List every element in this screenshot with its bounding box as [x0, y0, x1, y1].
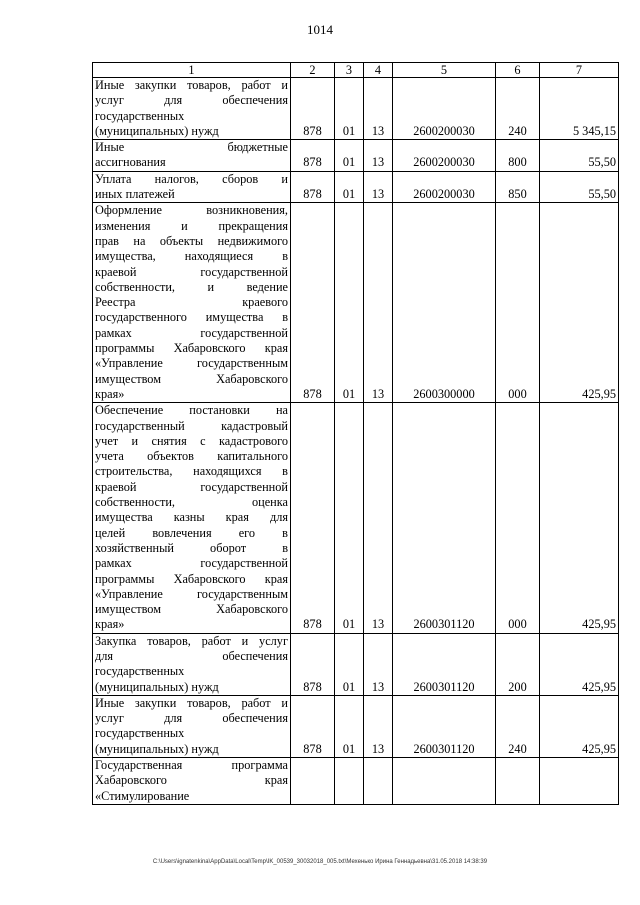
item-name-line: учета объектов капитального — [95, 449, 288, 464]
target-article-cell: 2600300000 — [393, 203, 496, 403]
ministry-code-cell: 878 — [291, 78, 335, 140]
header-cell: 4 — [364, 63, 393, 78]
table-row — [93, 695, 619, 757]
expense-type-cell: 800 — [496, 140, 540, 172]
table-row — [93, 171, 619, 203]
item-name-line: «Управление государственным — [95, 356, 288, 371]
expense-type-cell: 240 — [496, 695, 540, 757]
item-name-line: Государственная программа — [95, 758, 288, 773]
item-name-line: Реестра краевого — [95, 295, 288, 310]
item-name-line: «Стимулирование — [95, 788, 190, 803]
amount-cell: 425,95 — [540, 695, 619, 757]
table-row — [93, 633, 619, 695]
target-article-cell: 2600200030 — [393, 78, 496, 140]
section-code-cell: 01 — [335, 140, 364, 172]
item-name-line: Хабаровского края — [95, 773, 288, 788]
item-name-line: (муниципальных) нужд — [95, 123, 219, 138]
page-number: 1014 — [307, 22, 333, 37]
item-name-cell — [93, 758, 291, 805]
amount-cell — [540, 758, 619, 805]
subsection-code-cell: 13 — [364, 403, 393, 633]
target-article-cell: 2600301120 — [393, 633, 496, 695]
subsection-code-cell: 13 — [364, 171, 393, 203]
section-code-cell: 01 — [335, 78, 364, 140]
item-name-line: собственности, оценка — [95, 495, 288, 510]
subsection-code-cell: 13 — [364, 633, 393, 695]
target-article-cell: 2600301120 — [393, 403, 496, 633]
item-name-line: рамках государственной — [95, 556, 288, 571]
item-name-line: строительства, находящихся в — [95, 464, 288, 479]
item-name-line: Иные закупки товаров, работ и — [95, 695, 288, 710]
item-name-line: имуществом Хабаровского — [95, 602, 288, 617]
item-name-line: учет и снятия с кадастрового — [95, 433, 288, 448]
table-body — [93, 78, 619, 805]
item-name-line: услуг для обеспечения — [95, 711, 288, 726]
item-name-line: краевой государственной — [95, 479, 288, 494]
item-name-line: иных платежей — [95, 187, 175, 202]
item-name-line: хозяйственный оборот в — [95, 540, 288, 555]
table-row — [93, 140, 619, 172]
amount-cell: 425,95 — [540, 633, 619, 695]
item-name-line: края» — [95, 617, 125, 632]
budget-table — [92, 62, 619, 805]
ministry-code-cell — [291, 758, 335, 805]
expense-type-cell: 200 — [496, 633, 540, 695]
expense-type-cell: 000 — [496, 403, 540, 633]
ministry-code-cell: 878 — [291, 171, 335, 203]
item-name-cell — [93, 78, 291, 140]
expense-type-cell: 240 — [496, 78, 540, 140]
item-name-line: Уплата налогов, сборов и — [95, 171, 288, 186]
expense-type-cell: 000 — [496, 203, 540, 403]
section-code-cell: 01 — [335, 171, 364, 203]
header-cell: 7 — [540, 63, 619, 78]
section-code-cell: 01 — [335, 403, 364, 633]
item-name-line: целей вовлечения его в — [95, 525, 288, 540]
section-code-cell: 01 — [335, 633, 364, 695]
item-name-line: собственности, и ведение — [95, 279, 288, 294]
ministry-code-cell: 878 — [291, 403, 335, 633]
target-article-cell: 2600200030 — [393, 140, 496, 172]
item-name-line: государственных — [95, 108, 185, 123]
subsection-code-cell: 13 — [364, 78, 393, 140]
amount-cell: 425,95 — [540, 403, 619, 633]
item-name-cell — [93, 633, 291, 695]
amount-cell: 425,95 — [540, 203, 619, 403]
item-name-line: государственных — [95, 726, 185, 741]
header-row — [93, 63, 619, 78]
item-name-line: программы Хабаровского края — [95, 571, 288, 586]
item-name-line: Иные закупки товаров, работ и — [95, 78, 288, 92]
item-name-line: имуществом Хабаровского — [95, 371, 288, 386]
item-name-line: имущества казны края для — [95, 510, 288, 525]
amount-cell: 5 345,15 — [540, 78, 619, 140]
item-name-line: рамках государственной — [95, 325, 288, 340]
header-cell: 6 — [496, 63, 540, 78]
amount-cell: 55,50 — [540, 171, 619, 203]
target-article-cell: 2600301120 — [393, 695, 496, 757]
item-name-line: Иные бюджетные — [95, 140, 288, 155]
section-code-cell: 01 — [335, 203, 364, 403]
item-name-line: имущества, находящиеся в — [95, 249, 288, 264]
item-name-cell — [93, 695, 291, 757]
item-name-line: краевой государственной — [95, 264, 288, 279]
subsection-code-cell: 13 — [364, 695, 393, 757]
table-row — [93, 78, 619, 140]
item-name-line: программы Хабаровского края — [95, 341, 288, 356]
subsection-code-cell — [364, 758, 393, 805]
subsection-code-cell: 13 — [364, 140, 393, 172]
item-name-line: государственный кадастровый — [95, 418, 288, 433]
header-cell: 5 — [393, 63, 496, 78]
expense-type-cell: 850 — [496, 171, 540, 203]
table-row — [93, 203, 619, 403]
target-article-cell — [393, 758, 496, 805]
item-name-line: «Управление государственным — [95, 586, 288, 601]
header-cell: 3 — [335, 63, 364, 78]
subsection-code-cell: 13 — [364, 203, 393, 403]
section-code-cell — [335, 758, 364, 805]
item-name-line: (муниципальных) нужд — [95, 679, 219, 694]
table-row — [93, 403, 619, 633]
item-name-line: услуг для обеспечения — [95, 93, 288, 108]
item-name-line: Оформление возникновения, — [95, 203, 288, 218]
file-path-footer: C:\Users\ignatenkina\AppData\Local\Temp\IK_00539_30032018_005.txt\Мехенько Ирина Геннадьевна\31.05.2018 14:38:39 — [152, 859, 488, 865]
item-name-line: государственных — [95, 664, 185, 679]
item-name-line: для обеспечения — [95, 648, 288, 663]
item-name-cell — [93, 403, 291, 633]
item-name-line: прав на объекты недвижимого — [95, 233, 288, 248]
item-name-line: государственного имущества в — [95, 310, 288, 325]
header-cell: 1 — [93, 63, 291, 78]
item-name-cell — [93, 171, 291, 203]
section-code-cell: 01 — [335, 695, 364, 757]
item-name-line: Закупка товаров, работ и услуг — [95, 633, 288, 648]
item-name-line: (муниципальных) нужд — [95, 741, 219, 756]
header-cell: 2 — [291, 63, 335, 78]
ministry-code-cell: 878 — [291, 140, 335, 172]
item-name-cell — [93, 140, 291, 172]
item-name-line: ассигнования — [95, 155, 166, 170]
item-name-cell — [93, 203, 291, 403]
target-article-cell: 2600200030 — [393, 171, 496, 203]
amount-cell: 55,50 — [540, 140, 619, 172]
ministry-code-cell: 878 — [291, 695, 335, 757]
expense-type-cell — [496, 758, 540, 805]
item-name-line: края» — [95, 386, 125, 401]
ministry-code-cell: 878 — [291, 633, 335, 695]
ministry-code-cell: 878 — [291, 203, 335, 403]
item-name-line: Обеспечение постановки на — [95, 403, 288, 418]
table-row — [93, 758, 619, 805]
item-name-line: изменения и прекращения — [95, 218, 288, 233]
